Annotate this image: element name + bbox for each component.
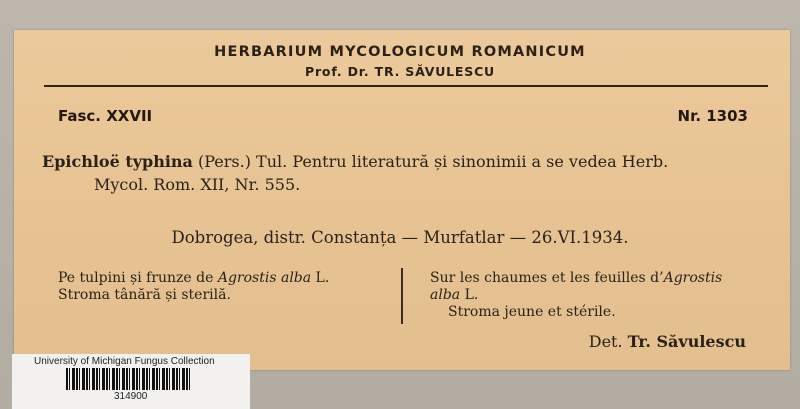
romanian-host-author: L. bbox=[311, 270, 330, 286]
french-line-2 bbox=[430, 287, 775, 304]
locality-line: Dobrogea, distr. Constanța — Murfatlar — 26.VI.1934. bbox=[171, 228, 629, 247]
determiner-name: Tr. Săvulescu bbox=[627, 332, 746, 351]
herbarium-title: HERBARIUM MYCOLOGICUM ROMANICUM bbox=[214, 44, 586, 60]
column-divider bbox=[401, 268, 403, 324]
species-note-continued: Mycol. Rom. XII, Nr. 555. bbox=[94, 175, 301, 194]
herbarium-subtitle: Prof. Dr. TR. SĂVULESCU bbox=[305, 64, 495, 79]
barcode-icon bbox=[66, 368, 190, 390]
romanian-host-name: Agrostis alba bbox=[217, 270, 312, 286]
french-line-3: Stroma jeune et stérile. bbox=[448, 304, 616, 320]
species-note: Pentru literatură și sinonimii a se vedea Herb. bbox=[292, 152, 669, 171]
romanian-line-2: Stroma tânără și sterilă. bbox=[58, 287, 231, 303]
collection-name: University of Michigan Fungus Collection bbox=[34, 356, 215, 367]
determiner-line bbox=[589, 332, 746, 351]
french-line-1 bbox=[430, 270, 775, 287]
romanian-line-1 bbox=[58, 270, 329, 287]
species-author: (Pers.) Tul. bbox=[198, 152, 288, 171]
species-line bbox=[42, 152, 782, 171]
french-host-author: L. bbox=[460, 287, 479, 303]
romanian-host-prefix: Pe tulpini și frunze de bbox=[58, 270, 218, 286]
fascicle-number: Fasc. XXVII bbox=[58, 107, 153, 125]
french-host-prefix: Sur les chaumes et les feuilles d’ bbox=[430, 270, 664, 286]
french-description bbox=[430, 270, 775, 321]
french-host-epithet: alba bbox=[430, 287, 461, 303]
barcode-number: 314900 bbox=[114, 391, 148, 402]
header-rule bbox=[44, 85, 768, 87]
species-name: Epichloë typhina bbox=[42, 152, 193, 171]
romanian-description bbox=[58, 270, 329, 304]
specimen-number: Nr. 1303 bbox=[677, 107, 748, 125]
french-host-genus: Agrostis bbox=[663, 270, 723, 286]
determiner-prefix: Det. bbox=[588, 332, 628, 351]
